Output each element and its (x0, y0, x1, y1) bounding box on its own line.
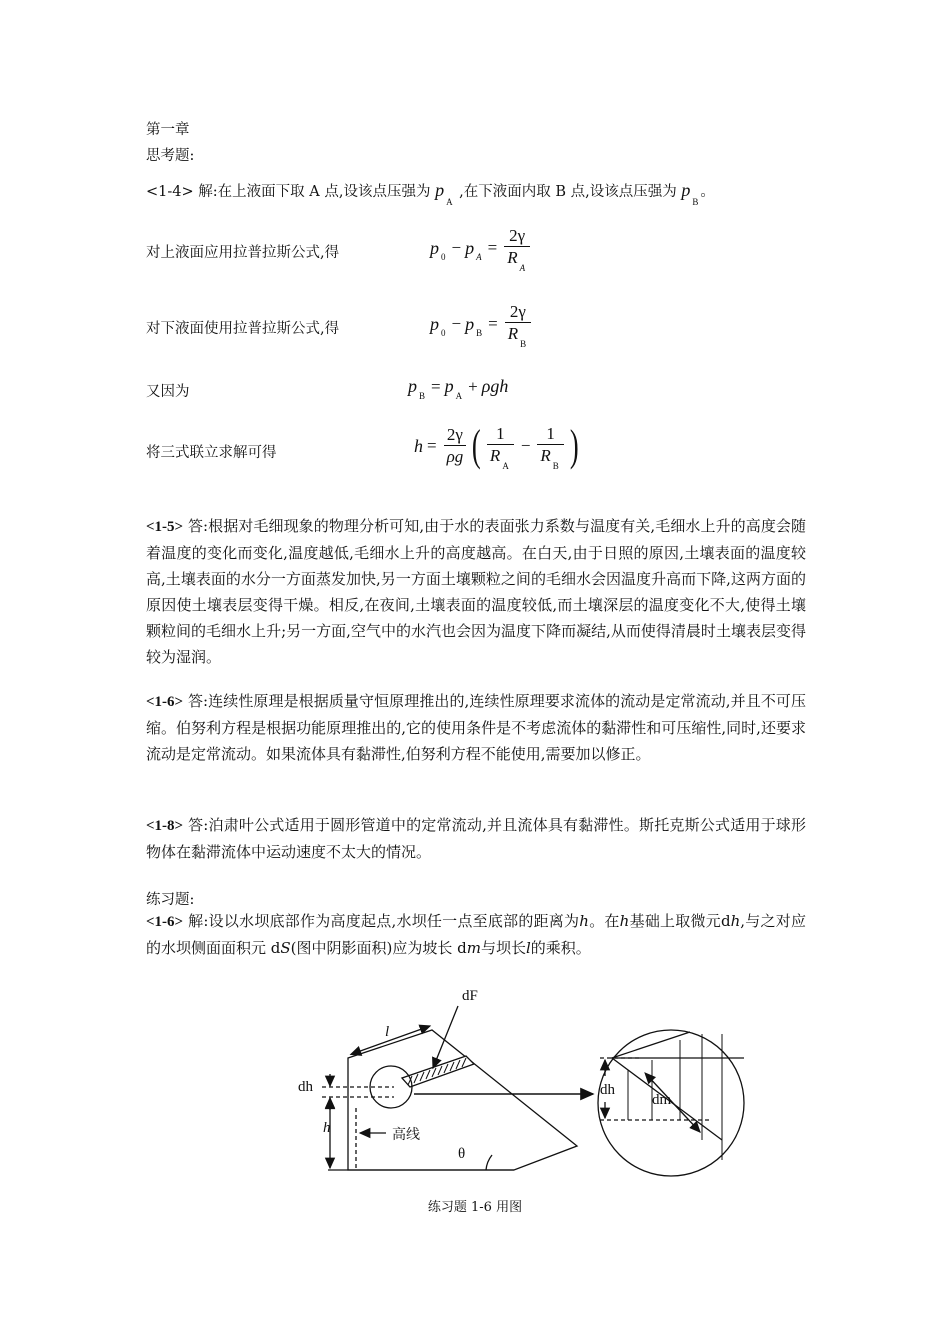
p16-dh-h: h (730, 912, 741, 930)
thinking-header: 思考题: (146, 148, 195, 164)
q15-text: 答:根据对毛细现象的物理分析可知,由于水的表面张力系数与温度有关,毛细水上升的高度会随着温度的变化而变化,温度越低,毛细水上升的高度越高。在白天,由于日照的原因,土壤表面的温度较高,土壤表面的水分一方面蒸发加快,另一方面土壤颗粒之间的毛细水会因温度升高而下降,这两方面的原因使土壤表层变得干燥。相反,在夜间,土壤表面的温度较低,而土壤深层的温度变化不大,使得土壤颗粒间的毛细水上升;另一方面,空气中的水汽也会因为温度下降而凝结,从而使得清晨时土壤表层变得较为湿润。 (146, 517, 806, 666)
p16-t2: 。在 (588, 912, 620, 930)
eq4-f1-R: R (489, 446, 501, 465)
pB-symbol: p (681, 180, 691, 200)
q15-tag: <1-5> (146, 519, 184, 535)
p16-tag: <1-6> (146, 914, 184, 930)
eq1-minus: − (451, 238, 462, 257)
q14-text-a: 解:在上液面下取 A 点,设该点压强为 (198, 184, 431, 200)
p16-t3: 基础上取微元 (629, 912, 721, 930)
eq1-equals: = (487, 238, 498, 257)
p16-t6: 与坝长 (480, 939, 526, 957)
q14-tag: <1-4> (146, 184, 194, 200)
eq2-subB: B (476, 328, 483, 338)
eq1-subA: A (476, 252, 482, 262)
eq3-equals: = (431, 376, 441, 396)
eq3-label: 又因为 (146, 384, 190, 400)
l-dimension (352, 1026, 430, 1054)
eq2-sub0: 0 (441, 328, 446, 338)
eq3-subA: A (455, 390, 463, 401)
eq1-label: 对上液面应用拉普拉斯公式,得 (146, 245, 340, 261)
eq4-label: 将三式联立求解可得 (146, 445, 277, 461)
q18-tag: <1-8> (146, 818, 184, 834)
q16-tag: <1-6> (146, 694, 184, 710)
label-l: l (385, 1024, 390, 1040)
p16-dh-d: d (721, 912, 731, 930)
zoom-contents (600, 1032, 744, 1160)
eq2-den-sub: B (520, 339, 527, 349)
eq2-num: 2γ (509, 302, 526, 321)
eq4-equals: = (427, 436, 437, 455)
theta-arc (486, 1155, 492, 1170)
q16-text: 答:连续性原理是根据质量守恒原理推出的,连续性原理要求流体的流动是定常流动,并且不可压缩。伯努利方程是根据功能原理推出的,它的使用条件是不考虑流体的黏滞性和可压缩性,同时,还要求流动是定常流动。如果流体具有黏滞性,伯努利方程不能使用,需要加以修正。 (146, 692, 806, 763)
eq3-pA: p (444, 376, 454, 396)
practice-header: 练习题: (146, 892, 195, 908)
eq2-equals: = (488, 314, 498, 333)
eq4-f2-R: R (540, 446, 551, 465)
eq3-subB: B (419, 390, 426, 401)
label-dm: dm (652, 1092, 672, 1108)
eq4-f1-sub: A (502, 461, 509, 471)
q14-text-end: 。 (700, 184, 715, 200)
eq4-lparen: ( (472, 421, 481, 470)
q18-text: 答:泊肃叶公式适用于圆形管道中的定常流动,并且流体具有黏滞性。斯托克斯公式适用于球形物体在黏滞流体中运动速度不太大的情况。 (146, 816, 806, 861)
p16-t7: 的乘积。 (530, 939, 591, 957)
eq2-label: 对下液面使用拉普拉斯公式,得 (146, 321, 340, 337)
eq1-den-sub: A (519, 263, 526, 273)
label-dh-zoom: dh (600, 1082, 615, 1098)
eq3-plus: + (468, 376, 478, 396)
p16-t4: ,与之对应的水坝侧面面积元 d (146, 912, 806, 957)
eq4-rparen: ) (569, 421, 579, 470)
detail-circle (370, 1066, 412, 1108)
p16-h1: h (579, 912, 589, 930)
dF-arrow (433, 1006, 458, 1068)
eq1-p0: p (430, 237, 439, 258)
eq2-minus: − (451, 314, 462, 333)
eq2-p0: p (430, 313, 439, 334)
eq1-num: 2γ (509, 226, 526, 245)
eq1-pA: p (465, 237, 475, 258)
figure-caption: 练习题 1-6 用图 (427, 1200, 523, 1215)
label-dh: dh (298, 1079, 313, 1095)
eq3-pB: p (408, 376, 417, 396)
eq1-sub0: 0 (441, 252, 446, 262)
eq3-rho-g-h: ρgh (481, 376, 509, 396)
pA-symbol: p (435, 180, 445, 200)
chapter-title: 第一章 (146, 122, 190, 138)
pB-sub: B (692, 197, 699, 207)
eq2-pB: p (465, 313, 475, 334)
p16-t1: 解:设以水坝底部作为高度起点,水坝任一点至底部的距离为 (188, 912, 580, 930)
eq2-den-R: R (507, 324, 519, 343)
eq4-num: 2γ (446, 425, 463, 444)
eq4-h: h (414, 435, 423, 456)
q14-text-b: ,在下液面内取 B 点,设该点压强为 (459, 184, 677, 200)
label-h: h (323, 1120, 331, 1136)
eq1-den-R: R (507, 248, 518, 267)
p16-S: S (280, 939, 291, 957)
eq4-minus: − (520, 436, 531, 455)
shaded-strip (402, 1056, 474, 1087)
label-theta: θ (458, 1146, 466, 1162)
eq4-den: ρg (444, 445, 467, 467)
label-dF: dF (462, 988, 478, 1004)
label-contour: 高线 (392, 1128, 420, 1143)
pA-sub: A (446, 197, 453, 207)
p16-l: l (525, 939, 531, 957)
p16-h2: h (619, 912, 630, 930)
p16-m: m (466, 939, 481, 957)
eq4-f1-num: 1 (496, 424, 505, 443)
eq4-f2-sub: B (552, 461, 559, 471)
p16-t5: (图中阴影面积)应为坡长 d (290, 939, 467, 957)
eq4-f2-num: 1 (546, 424, 555, 443)
